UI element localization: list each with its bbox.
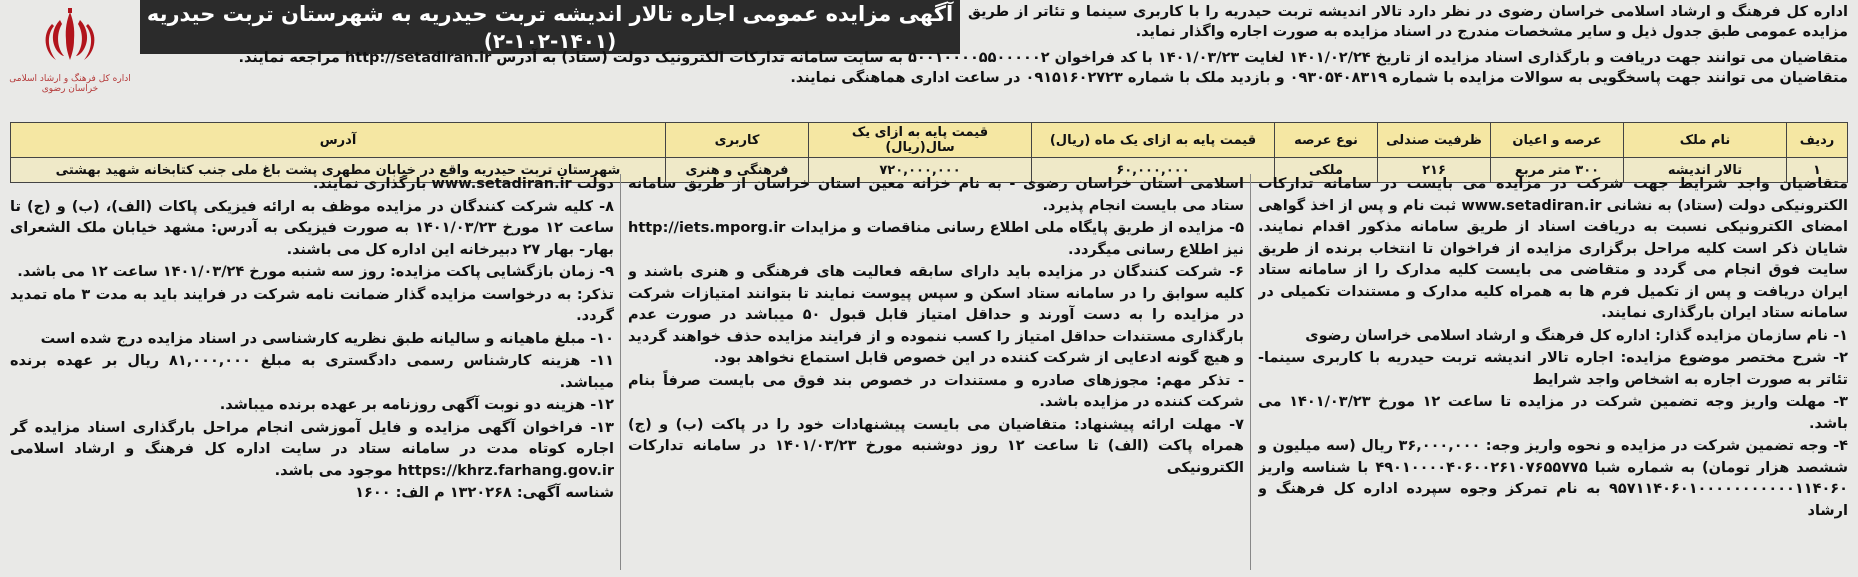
cell-area: ۳۰۰ متر مربع bbox=[1491, 158, 1624, 183]
important-note: - تذکر مهم: مجوزهای صادره و مستندات در خصوص بند فوق می بایست صرفاً بنام شرکت کننده در مزایده باشد. bbox=[628, 372, 1244, 410]
clause-2: ۲- شرح مختصر موضوع مزایده: اجاره تالار اندیشه تربت حیدریه با کاربری سینما-تئاتر به صورت اجاره به اشخاص واجد شرایط bbox=[1258, 350, 1848, 388]
column-middle bbox=[628, 174, 1244, 574]
logo bbox=[8, 6, 132, 94]
body-columns bbox=[10, 174, 1848, 574]
clause-5: ۵- مزایده از طریق پایگاه ملی اطلاع رسانی مناقصات و مزایدات http://iets.mporg.ir نیز اطلاع رسانی میگردد. bbox=[628, 220, 1244, 258]
intro-contact bbox=[148, 48, 1848, 88]
clause-6: ۶- شرکت کنندگان در مزایده باید دارای سابقه فعالیت های فرهنگی و هنری باشند و کلیه سوابق را در سامانه ستاد اسکن و سپس پیوست نمایند تا بتوانند امتیازات شرکت در مزایده را به دست آورند و حداقل امتیاز قابل قبول ۵۰ میباشد در صورت عدم بارگذاری مستندات حداقل امتیاز را کسب ننموده و از فرایند مزایده حذف خواهند گردید و هیچ گونه ادعایی از شرکت کننده در این خصوص قابل استماع نخواهد بود. bbox=[628, 264, 1244, 366]
logo-caption: اداره کل فرهنگ و ارشاد اسلامی خراسان رضوی bbox=[9, 74, 131, 94]
table-header-row bbox=[11, 123, 1848, 158]
page-title: آگهی مزایده عمومی اجاره تالار اندیشه تربت حیدریه به شهرستان تربت حیدریه bbox=[146, 2, 954, 26]
cell-seat-capacity: ۲۱۶ bbox=[1378, 158, 1491, 183]
extension-note: تذکر: به درخواست مزایده گذار ضمانت نامه شرکت در فرایند باید به مدت ۳ ماه تمدید گردد. bbox=[10, 286, 614, 324]
column-right bbox=[1258, 174, 1848, 574]
iran-emblem-icon bbox=[38, 6, 102, 68]
cell-usage: فرهنگی و هنری bbox=[666, 158, 809, 183]
clause-13: ۱۳- فراخوان آگهی مزایده و فایل آموزشی انجام مراحل بارگذاری اسناد مزایده گر اجاره کوتاه مدت در سامانه ستاد در سایت اداره کل فرهنگ و ارشاد اسلامی https://khrz.farhang.gov.ir موجود می باشد. bbox=[10, 419, 614, 479]
clause-12: ۱۲- هزینه دو نوبت آگهی روزنامه بر عهده برنده میباشد. bbox=[219, 397, 614, 413]
intro-phone-info: متقاضیان می توانند جهت پاسخگویی به سوالات مزایده با شماره ۰۹۳۰۵۴۰۸۳۱۹ و بازدید ملک با شماره ۰۹۱۵۱۶۰۲۷۲۳ در ساعت اداری هماهنگی نمایند. bbox=[790, 70, 1848, 86]
clause-1: ۱- نام سازمان مزایده گذار: اداره کل فرهنگ و ارشاد اسلامی خراسان رضوی bbox=[1305, 327, 1848, 344]
clause-4-continued: اسلامی استان خراسان رضوی - به نام خزانه معین استان خراسان از طریق سامانه ستاد می بایست انجام پذیرد. bbox=[628, 176, 1244, 214]
clause-10: ۱۰- مبلغ ماهیانه و سالیانه طبق نظریه کارشناسی در اسناد مزایده درج شده است bbox=[40, 330, 614, 347]
clause-9: ۹- زمان بازگشایی پاکت مزایده: روز سه شنبه مورخ ۱۴۰۱/۰۳/۲۴ ساعت ۱۲ می باشد. bbox=[17, 264, 614, 280]
header-usage: کاربری bbox=[666, 123, 809, 158]
column-divider bbox=[620, 174, 621, 570]
clause-7-continued: دولت www.setadiran.ir بارگذاری نمایند. bbox=[312, 176, 614, 192]
header-address: آدرس bbox=[11, 123, 666, 158]
title-banner bbox=[140, 0, 960, 54]
cell-property-name: تالار اندیشه bbox=[1624, 158, 1787, 183]
header-monthly-price: قیمت پایه به ازای یک ماه (ریال) bbox=[1032, 123, 1275, 158]
header-yearly-price: قیمت پایه به ازای یک سال(ریال) bbox=[809, 123, 1032, 158]
intro-paragraph: اداره کل فرهنگ و ارشاد اسلامی خراسان رضوی در نظر دارد تالار اندیشه تربت حیدریه را با کاربری سینما و تئاتر از طریق مزایده عمومی طبق جدول ذیل و سایر مشخصات مندرج در اسناد مزایده به صورت اجاره واگذار نماید. bbox=[968, 4, 1848, 40]
clause-3: ۳- مهلت واریز وجه تضمین شرکت در مزایده تا ساعت ۱۲ مورخ ۱۴۰۱/۰۳/۲۳ می باشد. bbox=[1258, 394, 1848, 432]
ad-identifier: شناسه آگهی: ۱۳۲۰۲۶۸ م الف: ۱۶۰۰ bbox=[355, 485, 614, 501]
cell-land-type: ملکی bbox=[1275, 158, 1378, 183]
clause-7: ۷- مهلت ارائه پیشنهاد: متقاضیان می بایست پیشنهادات خود را در پاکت (ب) و (ج) همراه پاکت (الف) تا ساعت ۱۲ روز دوشنبه مورخ ۱۴۰۱/۰۳/۲۳ در سامانه تدارکات الکترونیکی bbox=[628, 416, 1244, 476]
cell-yearly-price: ۷۲۰,۰۰۰,۰۰۰ bbox=[809, 158, 1032, 183]
cell-row-number: ۱ bbox=[1787, 158, 1848, 183]
clause-4: ۴- وجه تضمین شرکت در مزایده و نحوه واریز وجه: ۳۶,۰۰۰,۰۰۰ ریال (سه میلیون و ششصد هزار تومان) به شماره شبا ۴۹۰۱۰۰۰۰۴۰۶۰۰۲۶۱۰۷۶۵۵۷۷۵ با شناسه واریز ۹۵۷۱۱۴۰۶۰۱۰۰۰۰۰۰۰۰۰۰۰۱۱۴۰۶۰ به نام تمرکز وجوه سپرده اداره کل فرهنگ و ارشاد bbox=[1258, 438, 1848, 519]
header-area: عرصه و اعیان bbox=[1491, 123, 1624, 158]
header-row-number: ردیف bbox=[1787, 123, 1848, 158]
header-seat-capacity: ظرفیت صندلی bbox=[1378, 123, 1491, 158]
intro-download-info: متقاضیان می توانند جهت دریافت و بارگذاری اسناد مزایده از تاریخ ۱۴۰۱/۰۲/۲۴ لغایت ۱۴۰۱/۰۳/۲۳ با کد فراخوان ۵۰۰۱۰۰۰۰۵۵۰۰۰۰۰۲ به سایت سامانه تدارکات الکترونیک دولت (ستاد) به آدرس http://setadiran.ir مراجعه نمایند. bbox=[238, 50, 1848, 66]
tender-number: (۲-۱۰۲-۱۴۰۱) bbox=[483, 29, 617, 53]
header-land-type: نوع عرصه bbox=[1275, 123, 1378, 158]
paragraph-registration: متقاضیان واجد شرایط جهت شرکت در مزایده می بایست در سامانه تدارکات الکترونیکی دولت (ستاد) به نشانی www.setadiran.ir ثبت نام و پس از اخذ گواهی امضای الکترونیکی نسبت به دریافت اسناد از طریق سامانه مذکور اقدام نمایند. شایان ذکر است کلیه مراحل برگزاری مزایده از فراخوان تا انتخاب برنده از طریق سایت فوق انجام می گردد و متقاضی می بایست کلیه مدارک را از سامانه ستاد ایران دریافت و پس از تکمیل فرم ها به همراه کلیه مدارک و مستندات تکمیلی در سامانه ستاد ایران بارگذاری نمایند. bbox=[1258, 176, 1848, 321]
cell-address: شهرستان تربت حیدریه واقع در خیابان مطهری پشت باغ ملی جنب کتابخانه شهید بهشتی bbox=[11, 158, 666, 183]
column-left bbox=[10, 174, 614, 574]
cell-monthly-price: ۶۰,۰۰۰,۰۰۰ bbox=[1032, 158, 1275, 183]
clause-11: ۱۱- هزینه کارشناس رسمی دادگستری به مبلغ ۸۱,۰۰۰,۰۰۰ ریال بر عهده برنده میباشد. bbox=[10, 353, 614, 391]
header-property-name: نام ملک bbox=[1624, 123, 1787, 158]
clause-8: ۸- کلیه شرکت کنندگان در مزایده موظف به ارائه فیزیکی پاکات (الف)، (ب) و (ج) تا ساعت ۱۲ مورخ ۱۴۰۱/۰۳/۲۳ به صورت فیزیکی به آدرس: مشهد خیابان ملک الشعرای بهار- بهار ۲۷ دبیرخانه این اداره کل می باشند. bbox=[10, 198, 614, 258]
column-divider bbox=[1250, 174, 1251, 570]
